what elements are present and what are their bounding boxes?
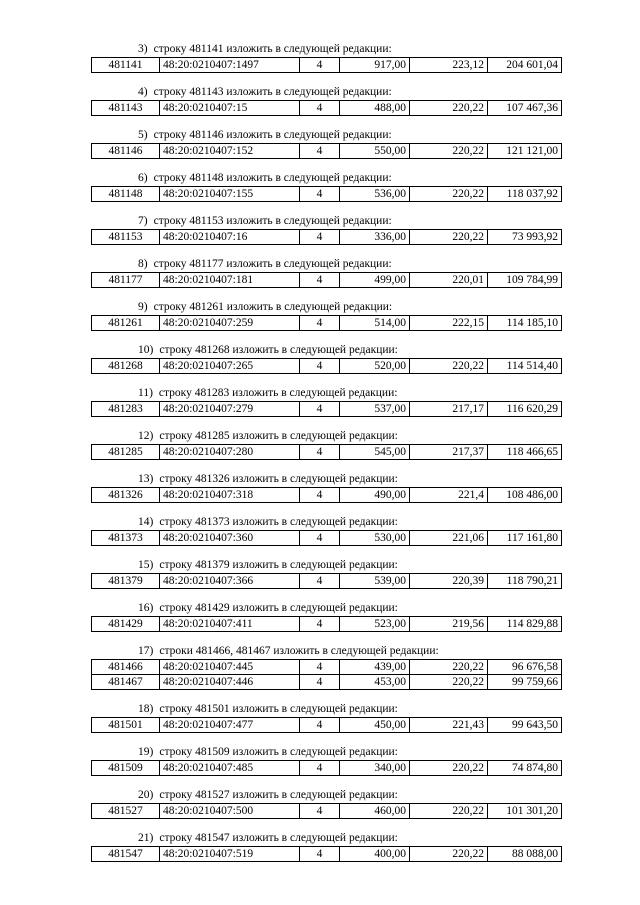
row-id-cell: 481429 bbox=[92, 617, 160, 632]
unit-value-cell: 217,17 bbox=[410, 402, 488, 417]
coefficient-cell: 4 bbox=[300, 101, 340, 116]
total-value-cell: 96 676,58 bbox=[488, 660, 562, 675]
amendment-table bbox=[91, 659, 562, 690]
total-value-cell: 121 121,00 bbox=[488, 144, 562, 159]
unit-value-cell: 220,22 bbox=[410, 144, 488, 159]
cadastral-number-cell: 48:20:0210407:446 bbox=[160, 675, 300, 690]
table-row bbox=[92, 617, 562, 632]
amendment-number: 20) bbox=[138, 789, 154, 801]
table-row bbox=[92, 718, 562, 733]
amendment-text: строку 481547 изложить в следующей редакции: bbox=[159, 832, 398, 844]
area-cell: 400,00 bbox=[340, 847, 410, 862]
amendment-number: 11) bbox=[138, 387, 153, 399]
area-cell: 520,00 bbox=[340, 359, 410, 374]
area-cell: 539,00 bbox=[340, 574, 410, 589]
unit-value-cell: 220,39 bbox=[410, 574, 488, 589]
amendment-number: 7) bbox=[138, 215, 148, 227]
amendment-text: строку 481148 изложить в следующей редакции: bbox=[153, 172, 392, 184]
area-cell: 340,00 bbox=[340, 761, 410, 776]
amendment-text: строку 481326 изложить в следующей редакции: bbox=[159, 473, 398, 485]
amendment-text: строку 481146 изложить в следующей редакции: bbox=[153, 129, 392, 141]
amendment-table bbox=[91, 444, 562, 460]
coefficient-cell: 4 bbox=[300, 445, 340, 460]
total-value-cell: 114 185,10 bbox=[488, 316, 562, 331]
cadastral-number-cell: 48:20:0210407:411 bbox=[160, 617, 300, 632]
amendment-text: строку 481379 изложить в следующей редакции: bbox=[159, 559, 398, 571]
amendment-item bbox=[91, 429, 562, 460]
amendment-number: 14) bbox=[138, 516, 154, 528]
amendment-table bbox=[91, 229, 562, 245]
amendment-number: 17) bbox=[138, 645, 154, 657]
total-value-cell: 108 486,00 bbox=[488, 488, 562, 503]
table-row bbox=[92, 230, 562, 245]
table-row bbox=[92, 187, 562, 202]
coefficient-cell: 4 bbox=[300, 187, 340, 202]
amendment-caption bbox=[91, 702, 562, 717]
unit-value-cell: 220,22 bbox=[410, 101, 488, 116]
amendment-text: строку 481141 изложить в следующей редакции: bbox=[153, 43, 392, 55]
coefficient-cell: 4 bbox=[300, 144, 340, 159]
amendment-caption bbox=[91, 171, 562, 186]
row-id-cell: 481283 bbox=[92, 402, 160, 417]
row-id-cell: 481261 bbox=[92, 316, 160, 331]
coefficient-cell: 4 bbox=[300, 847, 340, 862]
amendment-text: строку 481501 изложить в следующей редакции: bbox=[159, 703, 398, 715]
table-row bbox=[92, 273, 562, 288]
amendment-item bbox=[91, 257, 562, 288]
total-value-cell: 114 514,40 bbox=[488, 359, 562, 374]
area-cell: 490,00 bbox=[340, 488, 410, 503]
area-cell: 450,00 bbox=[340, 718, 410, 733]
amendment-text: строку 481261 изложить в следующей редакции: bbox=[153, 301, 393, 313]
amendment-table bbox=[91, 717, 562, 733]
cadastral-number-cell: 48:20:0210407:519 bbox=[160, 847, 300, 862]
amendment-number: 6) bbox=[138, 172, 148, 184]
amendment-caption bbox=[91, 128, 562, 143]
amendment-caption bbox=[91, 644, 562, 659]
area-cell: 514,00 bbox=[340, 316, 410, 331]
row-id-cell: 481466 bbox=[92, 660, 160, 675]
coefficient-cell: 4 bbox=[300, 574, 340, 589]
table-row bbox=[92, 761, 562, 776]
total-value-cell: 116 620,29 bbox=[488, 402, 562, 417]
total-value-cell: 109 784,99 bbox=[488, 273, 562, 288]
amendment-item bbox=[91, 343, 562, 374]
row-id-cell: 481143 bbox=[92, 101, 160, 116]
amendment-item bbox=[91, 558, 562, 589]
amendment-item bbox=[91, 601, 562, 632]
cadastral-number-cell: 48:20:0210407:259 bbox=[160, 316, 300, 331]
amendment-text: строку 481283 изложить в следующей редакции: bbox=[158, 387, 398, 399]
amendment-number: 13) bbox=[138, 473, 154, 485]
unit-value-cell: 220,22 bbox=[410, 230, 488, 245]
amendment-item bbox=[91, 515, 562, 546]
amendment-number: 4) bbox=[138, 86, 148, 98]
amendment-table bbox=[91, 846, 562, 862]
total-value-cell: 99 759,66 bbox=[488, 675, 562, 690]
area-cell: 917,00 bbox=[340, 58, 410, 73]
cadastral-number-cell: 48:20:0210407:445 bbox=[160, 660, 300, 675]
unit-value-cell: 221,06 bbox=[410, 531, 488, 546]
area-cell: 537,00 bbox=[340, 402, 410, 417]
unit-value-cell: 222,15 bbox=[410, 316, 488, 331]
cadastral-number-cell: 48:20:0210407:181 bbox=[160, 273, 300, 288]
unit-value-cell: 221,4 bbox=[410, 488, 488, 503]
area-cell: 453,00 bbox=[340, 675, 410, 690]
area-cell: 530,00 bbox=[340, 531, 410, 546]
area-cell: 488,00 bbox=[340, 101, 410, 116]
area-cell: 523,00 bbox=[340, 617, 410, 632]
coefficient-cell: 4 bbox=[300, 230, 340, 245]
coefficient-cell: 4 bbox=[300, 675, 340, 690]
total-value-cell: 118 037,92 bbox=[488, 187, 562, 202]
amendment-table bbox=[91, 272, 562, 288]
unit-value-cell: 220,01 bbox=[410, 273, 488, 288]
total-value-cell: 107 467,36 bbox=[488, 101, 562, 116]
table-row bbox=[92, 316, 562, 331]
amendment-table bbox=[91, 57, 562, 73]
row-id-cell: 481141 bbox=[92, 58, 160, 73]
amendment-item bbox=[91, 745, 562, 776]
unit-value-cell: 220,22 bbox=[410, 761, 488, 776]
amendment-number: 5) bbox=[138, 129, 148, 141]
cadastral-number-cell: 48:20:0210407:155 bbox=[160, 187, 300, 202]
coefficient-cell: 4 bbox=[300, 316, 340, 331]
area-cell: 439,00 bbox=[340, 660, 410, 675]
amendment-caption bbox=[91, 85, 562, 100]
cadastral-number-cell: 48:20:0210407:485 bbox=[160, 761, 300, 776]
table-row bbox=[92, 660, 562, 675]
table-row bbox=[92, 488, 562, 503]
total-value-cell: 118 466,65 bbox=[488, 445, 562, 460]
cadastral-number-cell: 48:20:0210407:477 bbox=[160, 718, 300, 733]
coefficient-cell: 4 bbox=[300, 273, 340, 288]
amendment-item bbox=[91, 831, 562, 862]
cadastral-number-cell: 48:20:0210407:265 bbox=[160, 359, 300, 374]
amendment-table bbox=[91, 315, 562, 331]
amendment-number: 9) bbox=[138, 301, 148, 313]
amendment-caption bbox=[91, 788, 562, 803]
total-value-cell: 73 993,92 bbox=[488, 230, 562, 245]
coefficient-cell: 4 bbox=[300, 617, 340, 632]
table-row bbox=[92, 445, 562, 460]
coefficient-cell: 4 bbox=[300, 531, 340, 546]
unit-value-cell: 220,22 bbox=[410, 804, 488, 819]
amendment-caption bbox=[91, 386, 562, 401]
amendment-table bbox=[91, 530, 562, 546]
area-cell: 545,00 bbox=[340, 445, 410, 460]
amendment-table bbox=[91, 803, 562, 819]
area-cell: 460,00 bbox=[340, 804, 410, 819]
row-id-cell: 481268 bbox=[92, 359, 160, 374]
amendment-item bbox=[91, 214, 562, 245]
amendment-caption bbox=[91, 257, 562, 272]
row-id-cell: 481467 bbox=[92, 675, 160, 690]
amendment-list bbox=[0, 42, 640, 862]
total-value-cell: 101 301,20 bbox=[488, 804, 562, 819]
area-cell: 499,00 bbox=[340, 273, 410, 288]
amendment-table bbox=[91, 143, 562, 159]
amendment-number: 10) bbox=[138, 344, 154, 356]
row-id-cell: 481326 bbox=[92, 488, 160, 503]
amendment-text: строку 481268 изложить в следующей редакции: bbox=[159, 344, 398, 356]
amendment-caption bbox=[91, 558, 562, 573]
amendment-number: 16) bbox=[138, 602, 154, 614]
cadastral-number-cell: 48:20:0210407:152 bbox=[160, 144, 300, 159]
row-id-cell: 481509 bbox=[92, 761, 160, 776]
amendment-item bbox=[91, 300, 562, 331]
amendment-text: строку 481153 изложить в следующей редакции: bbox=[153, 215, 392, 227]
amendment-caption bbox=[91, 300, 562, 315]
amendment-number: 15) bbox=[138, 559, 154, 571]
amendment-caption bbox=[91, 601, 562, 616]
cadastral-number-cell: 48:20:0210407:366 bbox=[160, 574, 300, 589]
coefficient-cell: 4 bbox=[300, 660, 340, 675]
amendment-table bbox=[91, 760, 562, 776]
total-value-cell: 74 874,80 bbox=[488, 761, 562, 776]
cadastral-number-cell: 48:20:0210407:360 bbox=[160, 531, 300, 546]
table-row bbox=[92, 675, 562, 690]
amendment-caption bbox=[91, 214, 562, 229]
row-id-cell: 481379 bbox=[92, 574, 160, 589]
amendment-number: 19) bbox=[138, 746, 154, 758]
amendment-caption bbox=[91, 472, 562, 487]
unit-value-cell: 219,56 bbox=[410, 617, 488, 632]
amendment-item bbox=[91, 128, 562, 159]
amendment-table bbox=[91, 186, 562, 202]
total-value-cell: 88 088,00 bbox=[488, 847, 562, 862]
row-id-cell: 481285 bbox=[92, 445, 160, 460]
amendment-table bbox=[91, 616, 562, 632]
amendment-number: 12) bbox=[138, 430, 154, 442]
area-cell: 336,00 bbox=[340, 230, 410, 245]
cadastral-number-cell: 48:20:0210407:15 bbox=[160, 101, 300, 116]
amendment-item bbox=[91, 472, 562, 503]
amendment-number: 21) bbox=[138, 832, 154, 844]
amendment-table bbox=[91, 358, 562, 374]
amendment-item bbox=[91, 85, 562, 116]
coefficient-cell: 4 bbox=[300, 761, 340, 776]
unit-value-cell: 221,43 bbox=[410, 718, 488, 733]
cadastral-number-cell: 48:20:0210407:500 bbox=[160, 804, 300, 819]
total-value-cell: 204 601,04 bbox=[488, 58, 562, 73]
cadastral-number-cell: 48:20:0210407:318 bbox=[160, 488, 300, 503]
row-id-cell: 481501 bbox=[92, 718, 160, 733]
table-row bbox=[92, 101, 562, 116]
total-value-cell: 118 790,21 bbox=[488, 574, 562, 589]
cadastral-number-cell: 48:20:0210407:16 bbox=[160, 230, 300, 245]
coefficient-cell: 4 bbox=[300, 359, 340, 374]
amendment-item bbox=[91, 644, 562, 690]
table-row bbox=[92, 359, 562, 374]
amendment-item bbox=[91, 171, 562, 202]
row-id-cell: 481373 bbox=[92, 531, 160, 546]
cadastral-number-cell: 48:20:0210407:279 bbox=[160, 402, 300, 417]
unit-value-cell: 220,22 bbox=[410, 187, 488, 202]
amendment-text: строку 481285 изложить в следующей редакции: bbox=[159, 430, 398, 442]
amendment-caption bbox=[91, 745, 562, 760]
table-row bbox=[92, 574, 562, 589]
row-id-cell: 481547 bbox=[92, 847, 160, 862]
amendment-table bbox=[91, 100, 562, 116]
amendment-number: 3) bbox=[138, 43, 148, 55]
row-id-cell: 481177 bbox=[92, 273, 160, 288]
total-value-cell: 117 161,80 bbox=[488, 531, 562, 546]
amendment-text: строку 481177 изложить в следующей редакции: bbox=[153, 258, 392, 270]
amendment-item bbox=[91, 788, 562, 819]
amendment-caption bbox=[91, 343, 562, 358]
amendment-number: 18) bbox=[138, 703, 154, 715]
amendment-number: 8) bbox=[138, 258, 148, 270]
coefficient-cell: 4 bbox=[300, 804, 340, 819]
unit-value-cell: 220,22 bbox=[410, 660, 488, 675]
unit-value-cell: 220,22 bbox=[410, 675, 488, 690]
amendment-text: строку 481373 изложить в следующей редакции: bbox=[159, 516, 398, 528]
row-id-cell: 481148 bbox=[92, 187, 160, 202]
table-row bbox=[92, 58, 562, 73]
amendment-item bbox=[91, 386, 562, 417]
area-cell: 536,00 bbox=[340, 187, 410, 202]
table-row bbox=[92, 402, 562, 417]
row-id-cell: 481527 bbox=[92, 804, 160, 819]
table-row bbox=[92, 804, 562, 819]
amendment-text: строку 481527 изложить в следующей редакции: bbox=[159, 789, 398, 801]
row-id-cell: 481146 bbox=[92, 144, 160, 159]
total-value-cell: 99 643,50 bbox=[488, 718, 562, 733]
amendment-caption bbox=[91, 831, 562, 846]
coefficient-cell: 4 bbox=[300, 402, 340, 417]
amendment-caption bbox=[91, 515, 562, 530]
amendment-item bbox=[91, 42, 562, 73]
table-row bbox=[92, 847, 562, 862]
amendment-table bbox=[91, 573, 562, 589]
amendment-table bbox=[91, 487, 562, 503]
unit-value-cell: 220,22 bbox=[410, 847, 488, 862]
amendment-caption bbox=[91, 42, 562, 57]
coefficient-cell: 4 bbox=[300, 58, 340, 73]
unit-value-cell: 217,37 bbox=[410, 445, 488, 460]
unit-value-cell: 220,22 bbox=[410, 359, 488, 374]
total-value-cell: 114 829,88 bbox=[488, 617, 562, 632]
table-row bbox=[92, 144, 562, 159]
cadastral-number-cell: 48:20:0210407:1497 bbox=[160, 58, 300, 73]
amendment-caption bbox=[91, 429, 562, 444]
amendment-text: строку 481429 изложить в следующей редакции: bbox=[159, 602, 398, 614]
amendment-item bbox=[91, 702, 562, 733]
amendment-text: строки 481466, 481467 изложить в следующей редакции: bbox=[159, 645, 439, 657]
coefficient-cell: 4 bbox=[300, 488, 340, 503]
cadastral-number-cell: 48:20:0210407:280 bbox=[160, 445, 300, 460]
table-row bbox=[92, 531, 562, 546]
row-id-cell: 481153 bbox=[92, 230, 160, 245]
coefficient-cell: 4 bbox=[300, 718, 340, 733]
area-cell: 550,00 bbox=[340, 144, 410, 159]
amendment-table bbox=[91, 401, 562, 417]
amendment-text: строку 481509 изложить в следующей редакции: bbox=[159, 746, 398, 758]
unit-value-cell: 223,12 bbox=[410, 58, 488, 73]
amendment-text: строку 481143 изложить в следующей редакции: bbox=[153, 86, 392, 98]
